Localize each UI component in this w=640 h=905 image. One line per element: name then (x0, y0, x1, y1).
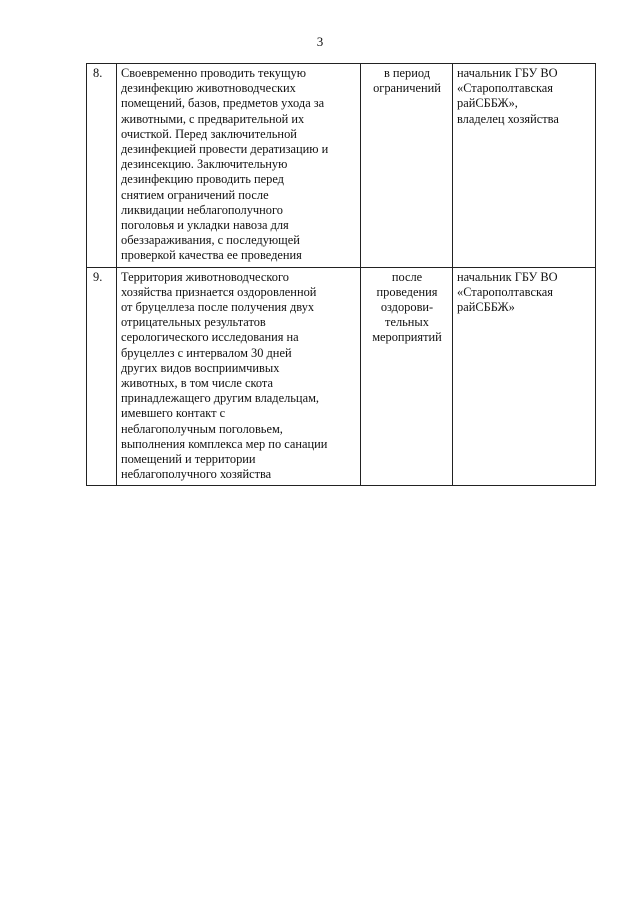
responsible-cell (453, 64, 596, 268)
measure-line: бруцеллез с интервалом 30 дней (121, 345, 292, 360)
measure-line: помещений и территории (121, 452, 256, 467)
measure-line: животными, с предварительной их (121, 111, 305, 126)
responsible-line: райСББЖ», (457, 96, 518, 111)
measure-line: хозяйства признается оздоровленной (121, 284, 317, 299)
measure-line: принадлежащего другим владельцам, (121, 391, 320, 406)
row-number: 9. (87, 267, 117, 486)
page-number: 3 (316, 34, 324, 49)
responsible-line: «Старополтавская (457, 81, 553, 96)
measure-line: имевшего контакт с (121, 406, 226, 421)
measure-line: помещений, базов, предметов ухода за (121, 96, 325, 111)
measure-line: очисткой. Перед заключительной (121, 126, 297, 141)
term-cell (361, 64, 453, 268)
measure-line: неблагополучным поголовьем, (121, 421, 283, 436)
responsible-line: владелец хозяйства (457, 111, 559, 126)
measure-line: дезинфекцию проводить перед (121, 172, 284, 187)
measure-line: от бруцеллеза после получения двух (121, 300, 315, 315)
responsible-line: начальник ГБУ ВО (457, 269, 558, 284)
measure-line: дезинсекцию. Заключительную (121, 157, 288, 172)
measure-line: поголовья и укладки навоза для (121, 218, 289, 233)
responsible-line: райСББЖ» (457, 300, 515, 315)
measure-line: других видов восприимчивых (121, 360, 280, 375)
measure-line: дезинфекцию животноводческих (121, 81, 296, 96)
term-line: после (391, 269, 423, 284)
measure-cell (117, 267, 361, 486)
measure-line: ликвидации неблагополучного (121, 202, 283, 217)
measure-line: животных, в том числе скота (121, 376, 273, 391)
responsible-line: начальник ГБУ ВО (457, 66, 558, 80)
measure-line: снятием ограничений после (121, 187, 269, 202)
measure-line: дезинфекцией провести дератизацию и (121, 142, 329, 157)
measure-line: серологического исследования на (121, 330, 299, 345)
measure-line: обеззараживания, с последующей (121, 233, 300, 248)
table-row (87, 64, 596, 268)
term-line: в период (383, 66, 431, 80)
term-line: мероприятий (372, 330, 442, 345)
term-line: ограничений (373, 81, 441, 96)
measure-line: проверкой качества ее проведения (121, 248, 302, 263)
table-row (87, 267, 596, 486)
term-line: тельных (385, 315, 429, 330)
measure-line: отрицательных результатов (121, 315, 266, 330)
row-number: 8. (87, 64, 117, 268)
measure-line: Территория животноводческого (121, 269, 289, 284)
measure-line: выполнения комплекса мер по санации (121, 436, 328, 451)
term-line: проведения (376, 284, 438, 299)
measure-cell (117, 64, 361, 268)
term-line: оздорови- (380, 300, 434, 315)
measures-table (86, 63, 596, 486)
measure-line: неблагополучного хозяйства (121, 467, 272, 482)
term-cell (361, 267, 453, 486)
responsible-cell (453, 267, 596, 486)
responsible-line: «Старополтавская (457, 284, 553, 299)
measure-line: Своевременно проводить текущую (121, 66, 306, 80)
